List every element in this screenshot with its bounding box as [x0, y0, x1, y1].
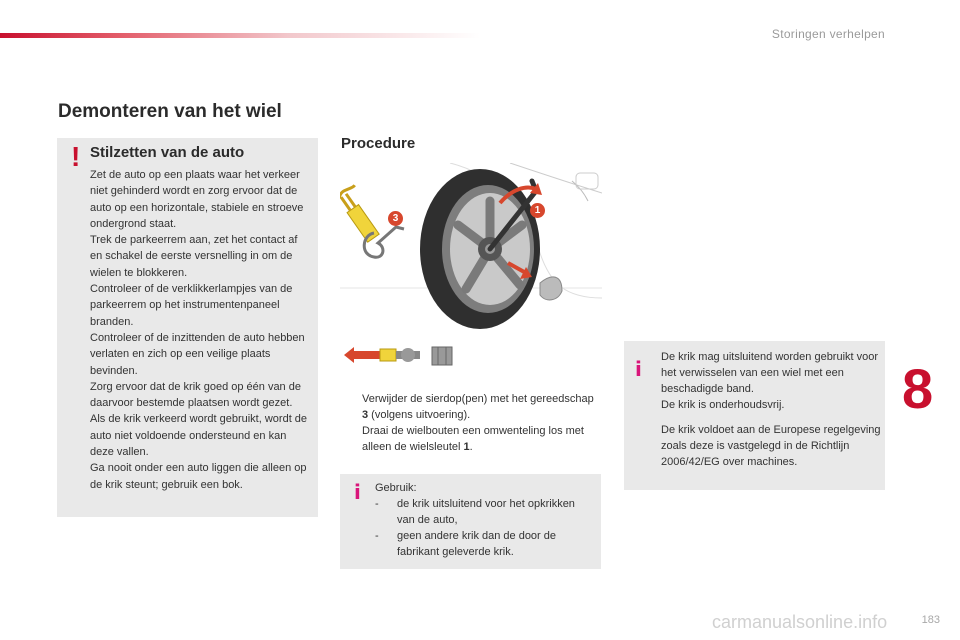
info-jack-paragraph: De krik voldoet aan de Europese regelgeving zoals deze is vastgelegd in de Richtlijn 2006/42/EG over machines.	[661, 424, 881, 468]
info-box-jack	[624, 341, 885, 490]
warning-text	[90, 167, 312, 493]
procedure-title: Procedure	[341, 135, 416, 152]
warning-paragraph: Ga nooit onder een auto liggen die alleen op de krik steunt; gebruik een bok.	[90, 462, 307, 491]
warning-paragraph: Trek de parkeerrem aan, zet het contact af en schakel de eerste versnelling in om de wielen te blokkeren.	[90, 234, 298, 279]
page-number: 183	[921, 614, 940, 626]
list-item-text: geen andere krik dan de door de fabrikant geleverde krik.	[397, 530, 557, 558]
info-jack-paragraph: De krik mag uitsluitend worden gebruikt voor het verwisselen van een wiel met een beschadigde band. De krik is onderhoudsvrij.	[661, 351, 879, 411]
watermark: carmanualsonline.info	[712, 612, 888, 632]
info-box-usage	[340, 474, 601, 569]
procedure-step	[340, 424, 595, 455]
step-text: Verwijder de sierdop(pen) met het gereedschap	[362, 393, 594, 405]
info-usage-intro: Gebruik:	[375, 482, 417, 494]
info-usage-text	[375, 480, 595, 560]
callout-badge-3: 3	[388, 211, 403, 226]
warning-paragraph: Controleer of de verklikkerlampjes van de parkeerrem op het instrumentenpaneel branden.	[90, 283, 293, 328]
list-item	[375, 496, 595, 528]
warning-paragraph: Zet de auto op een plaats waar het verkeer niet gehinderd wordt en zorg ervoor dat de auto op een horizontale, stabiele en stroeve ondergrond staat.	[90, 169, 304, 230]
procedure-steps	[340, 392, 595, 456]
section-label: Storingen verhelpen	[771, 27, 885, 41]
warning-paragraph: Als de krik verkeerd wordt gebruikt, wordt de auto niet voldoende ondersteund en kan deze vallen.	[90, 413, 308, 459]
list-dash: -	[375, 530, 379, 542]
info-icon: i	[635, 357, 642, 381]
step-text: Draai de wielbouten een omwenteling los met alleen de wielsleutel	[362, 425, 584, 453]
wheel-removal-illustration	[340, 163, 602, 390]
info-icon: i	[354, 480, 361, 504]
chapter-number: 8	[902, 357, 934, 420]
callout-badge-1: 1	[530, 203, 545, 218]
procedure-step	[340, 392, 595, 423]
step-text-end: .	[469, 440, 473, 453]
info-jack-text	[661, 349, 881, 479]
step-text-end: (volgens uitvoering).	[368, 408, 471, 421]
warning-paragraph: Zorg ervoor dat de krik goed op één van de daarvoor bestemde plaatsen wordt gezet.	[90, 380, 301, 410]
step-ref: 3	[362, 408, 369, 421]
wheel-illustration-svg	[340, 163, 602, 385]
warning-paragraph: Controleer of de inzittenden de auto hebben verlaten en zich op een veilige plaats bevinden.	[90, 331, 305, 377]
page-title: Demonteren van het wiel	[58, 101, 282, 122]
list-item-text: de krik uitsluitend voor het opkrikken van de auto,	[397, 498, 575, 526]
list-item	[375, 528, 595, 560]
warning-box	[57, 138, 318, 517]
warning-title: Stilzetten van de auto	[90, 144, 245, 161]
step-ref: 1	[463, 440, 470, 453]
warning-icon: !	[71, 141, 81, 172]
header-accent-bar	[0, 33, 480, 38]
list-dash: -	[375, 498, 379, 510]
